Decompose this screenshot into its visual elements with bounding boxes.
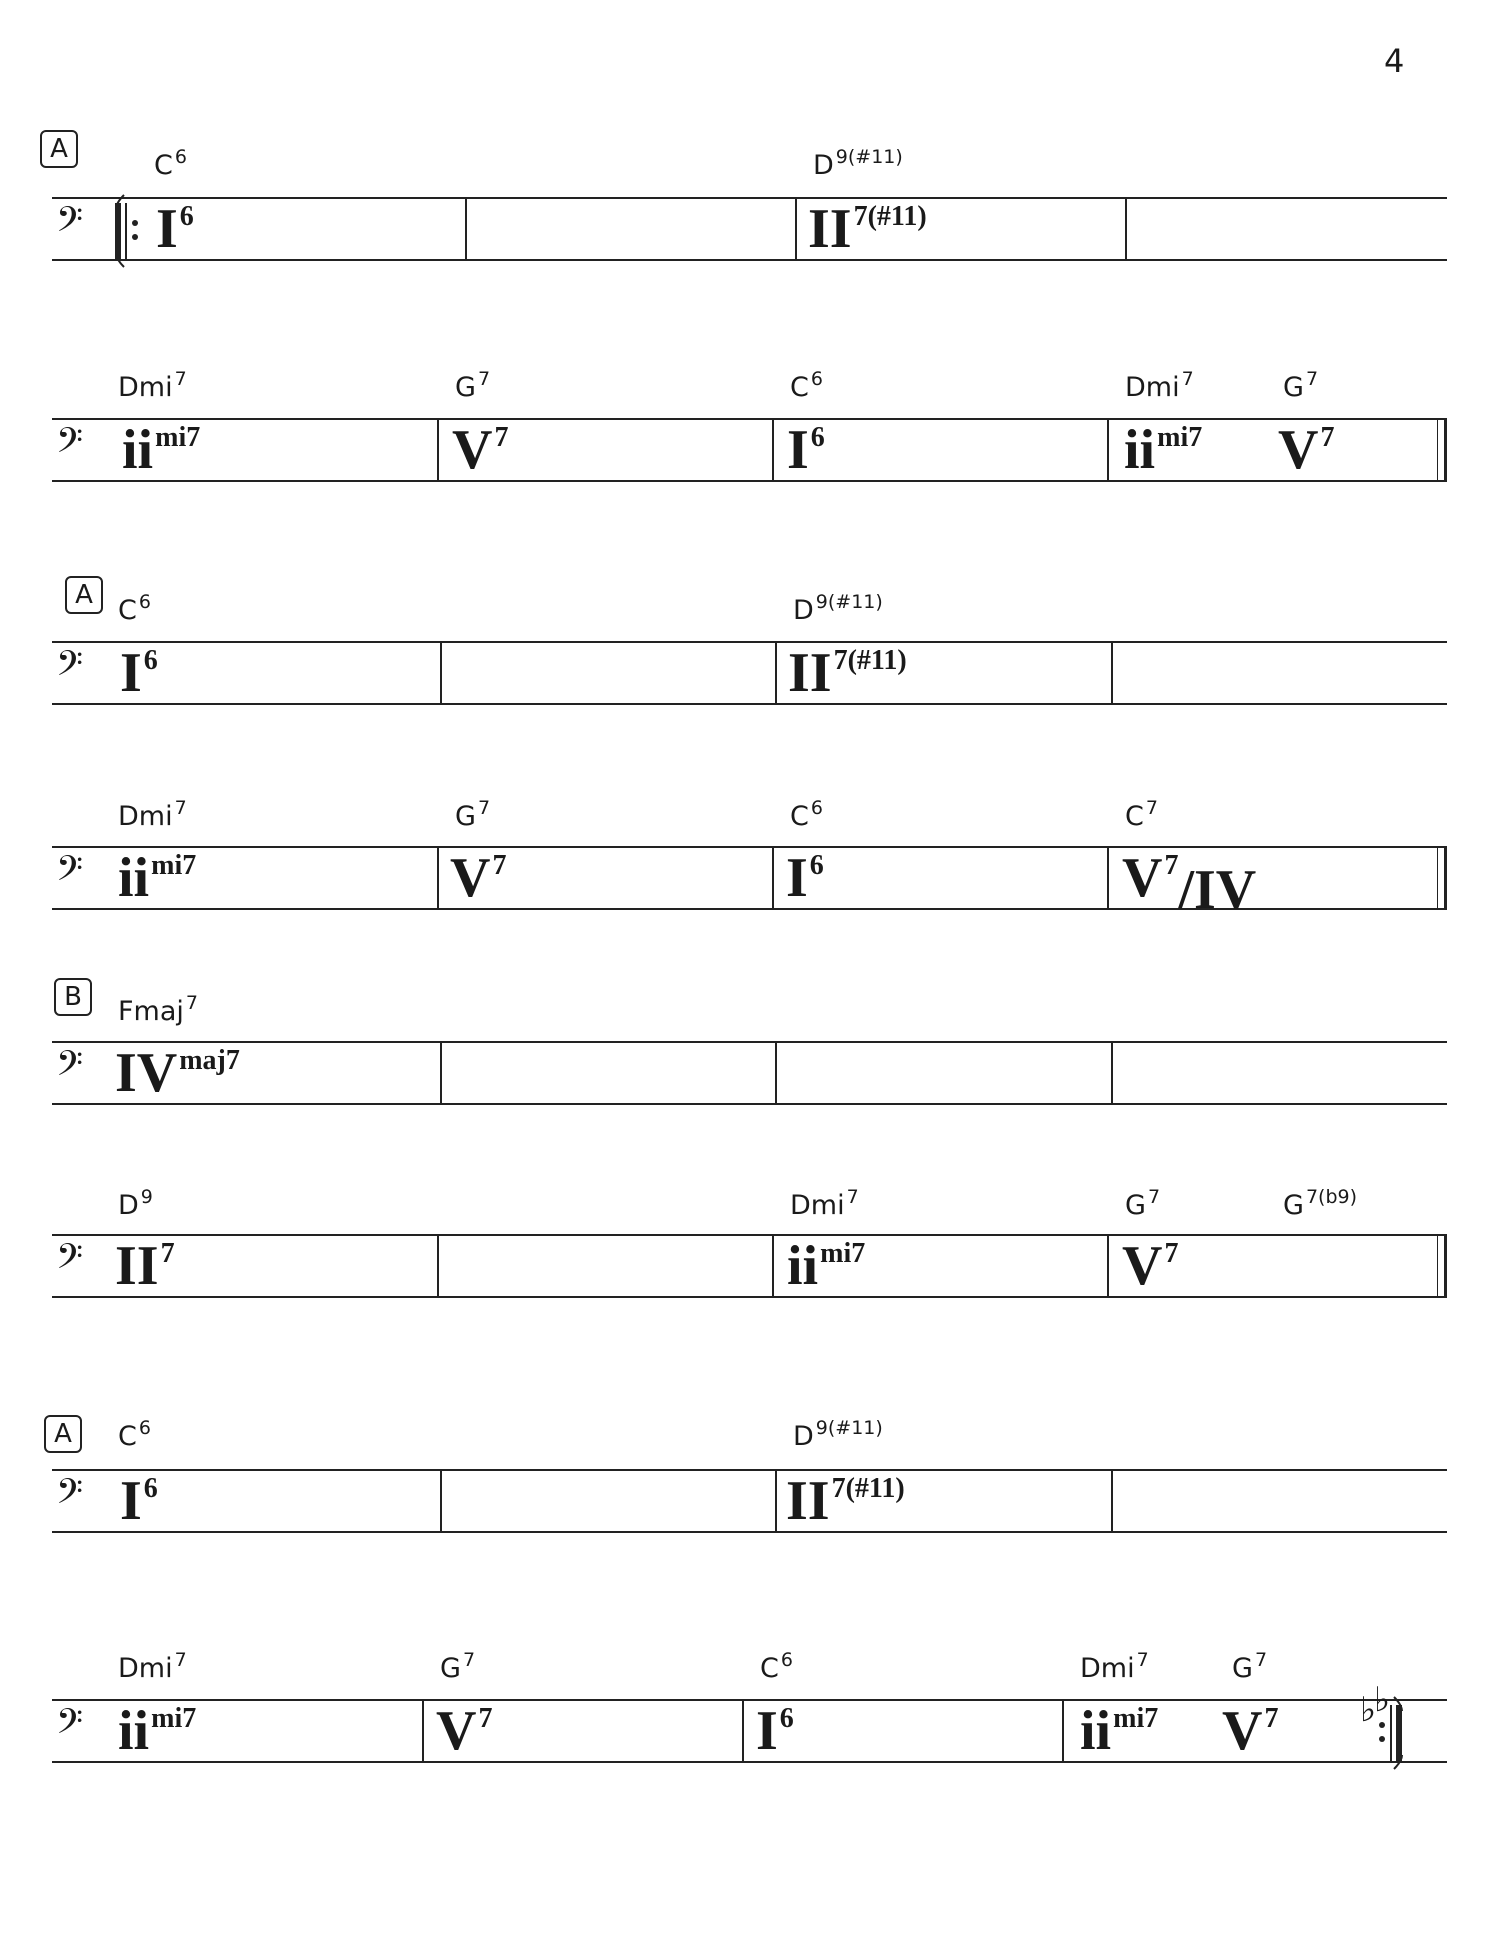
roman-numeral: [756, 1700, 794, 1762]
bass-clef-icon: 𝄢: [56, 1043, 84, 1092]
barline: [1111, 1043, 1113, 1103]
numeral: II: [786, 1470, 830, 1532]
flat-icon: ♭: [1360, 1690, 1377, 1730]
chord-root: C: [118, 595, 137, 626]
barline: [795, 199, 797, 259]
barline: [422, 1701, 424, 1761]
numeral-quality: 7(#11): [833, 645, 907, 676]
chord-extension: 7: [174, 1649, 187, 1671]
roman-numeral: [786, 1470, 905, 1532]
chord-symbol: [118, 368, 187, 403]
numeral: ii: [122, 419, 154, 481]
numeral: ii: [118, 1700, 150, 1762]
chord-extension: 7: [477, 797, 491, 819]
chord-symbol: [793, 1417, 883, 1452]
numeral-quality: 7: [478, 1703, 493, 1734]
roman-numeral: [1124, 419, 1203, 481]
chord-symbol: [790, 1186, 859, 1221]
numeral-quality: 7: [1164, 850, 1179, 881]
barline: [772, 1236, 774, 1296]
chord-extension: 7: [1145, 797, 1158, 819]
chord-symbol: [118, 1649, 187, 1684]
bass-clef-icon: 𝄢: [56, 848, 84, 897]
chord-symbol: [1283, 1186, 1357, 1221]
numeral-quality: 7: [1164, 1238, 1179, 1269]
rehearsal-mark: A: [40, 130, 78, 168]
chord-root: C: [118, 1421, 137, 1452]
chord-symbol: [118, 797, 187, 832]
chord-root: G: [1283, 372, 1304, 403]
staff-system: [52, 1680, 1447, 1763]
chord-root: G: [455, 372, 476, 403]
chord-symbol: [154, 146, 187, 181]
chord-extension: 9: [140, 1186, 153, 1208]
numeral-quality: 6: [143, 645, 158, 676]
numeral-quality: 7(#11): [853, 201, 927, 232]
barline: [440, 643, 442, 703]
numeral-quality: mi7: [151, 1703, 197, 1734]
chord-symbol: [118, 1417, 151, 1452]
chord-root: D: [793, 1421, 814, 1452]
chord-root: G: [440, 1653, 461, 1684]
bass-clef-icon: 𝄢: [56, 1471, 84, 1520]
roman-numeral: [118, 847, 197, 909]
numeral-quality: mi7: [820, 1238, 866, 1269]
chord-symbol: [1283, 368, 1319, 403]
chord-extension: 7: [1305, 368, 1319, 390]
chord-symbol: [760, 1649, 793, 1684]
chord-symbol: [1125, 797, 1158, 832]
numeral-quality: 7: [492, 850, 507, 881]
roman-numeral: [115, 1042, 240, 1104]
roman-numeral: [1278, 419, 1335, 481]
chord-extension: 6: [138, 591, 151, 613]
numeral: I: [120, 642, 142, 704]
rehearsal-mark: A: [65, 576, 103, 614]
roman-numeral: [787, 1235, 866, 1297]
chord-symbol: [813, 146, 903, 181]
chord-symbol: [1125, 1186, 1161, 1221]
chord-root: Dmi: [790, 1190, 845, 1221]
staff-system: [52, 1041, 1447, 1105]
chord-extension: 6: [138, 1417, 151, 1439]
chord-root: Dmi: [1080, 1653, 1135, 1684]
barline: [1111, 643, 1113, 703]
chord-symbol: [118, 1186, 153, 1221]
bass-clef-icon: 𝄢: [56, 1236, 84, 1285]
numeral: V: [452, 419, 493, 481]
numeral-quality: 7: [1320, 422, 1335, 453]
rehearsal-mark: A: [44, 1415, 82, 1453]
bass-clef-icon: 𝄢: [56, 420, 84, 469]
chord-root: Dmi: [118, 1653, 173, 1684]
numeral: II: [115, 1235, 159, 1297]
barline: [440, 1043, 442, 1103]
chord-extension: 7: [846, 1186, 859, 1208]
roman-numeral: [1122, 1235, 1179, 1297]
chord-extension: 7: [1181, 368, 1194, 390]
repeat-start-icon: [110, 193, 150, 269]
rehearsal-mark: B: [54, 978, 92, 1016]
chord-extension: 7: [462, 1649, 476, 1671]
barline: [437, 1236, 439, 1296]
barline: [1125, 199, 1127, 259]
secondary-function: /IV: [1178, 859, 1257, 921]
chord-root: D: [813, 150, 834, 181]
chord-extension: 7: [174, 368, 187, 390]
roman-numeral: [436, 1700, 493, 1762]
chord-root: Fmaj: [118, 996, 184, 1027]
barline: [1111, 1471, 1113, 1531]
numeral: ii: [1124, 419, 1156, 481]
barline: [1107, 420, 1109, 480]
numeral: I: [156, 198, 178, 260]
numeral-quality: mi7: [1157, 422, 1203, 453]
barline: [772, 848, 774, 908]
barline: [742, 1701, 744, 1761]
numeral-quality: 6: [143, 1473, 158, 1504]
roman-numeral: [450, 847, 507, 909]
chord-extension: 7: [477, 368, 491, 390]
numeral-quality: 7: [160, 1238, 175, 1269]
chord-extension: 6: [780, 1649, 793, 1671]
numeral-quality: 6: [179, 201, 194, 232]
numeral: I: [120, 1470, 142, 1532]
staff-system: [52, 1469, 1447, 1533]
numeral: II: [808, 198, 852, 260]
barline: [775, 643, 777, 703]
roman-numeral: [115, 1235, 175, 1297]
numeral: I: [786, 847, 808, 909]
chord-extension: 9(#11): [815, 591, 883, 613]
numeral: V: [1222, 1700, 1263, 1762]
bass-clef-icon: 𝄢: [56, 199, 84, 248]
barline: [772, 420, 774, 480]
bass-clef-icon: 𝄢: [56, 1701, 84, 1750]
chord-symbol: [118, 591, 151, 626]
chord-extension: 6: [810, 797, 823, 819]
roman-numeral: [786, 847, 824, 909]
roman-numeral: [1122, 847, 1257, 921]
chord-extension: 7: [185, 992, 198, 1014]
numeral: ii: [1080, 1700, 1112, 1762]
chord-root: C: [790, 372, 809, 403]
chord-extension: 9(#11): [835, 146, 903, 168]
numeral-quality: 7(#11): [831, 1473, 905, 1504]
numeral-quality: 7: [1264, 1703, 1279, 1734]
staff-system: [52, 846, 1447, 921]
numeral-quality: 6: [809, 850, 824, 881]
chord-symbol: [1080, 1649, 1149, 1684]
chord-symbol: [790, 368, 823, 403]
barline: [440, 1471, 442, 1531]
numeral: I: [787, 419, 809, 481]
numeral: I: [756, 1700, 778, 1762]
barline: [465, 199, 467, 259]
chord-extension: 7: [1254, 1649, 1268, 1671]
numeral: ii: [118, 847, 150, 909]
numeral: V: [436, 1700, 477, 1762]
staff-system: [52, 197, 1447, 261]
numeral: V: [450, 847, 491, 909]
staff-system: [52, 641, 1447, 705]
staff-system: [52, 418, 1447, 482]
roman-numeral: [122, 419, 201, 481]
chord-root: G: [1232, 1653, 1253, 1684]
roman-numeral: [156, 198, 194, 260]
roman-numeral: [788, 642, 907, 704]
numeral: V: [1122, 1235, 1163, 1297]
barline: [1107, 1236, 1109, 1296]
barline: [775, 1471, 777, 1531]
numeral-quality: mi7: [151, 850, 197, 881]
page-number: 4: [1384, 42, 1405, 80]
chord-root: C: [790, 801, 809, 832]
numeral-quality: 6: [810, 422, 825, 453]
chord-symbol: [1125, 368, 1194, 403]
chord-extension: 7: [1147, 1186, 1161, 1208]
roman-numeral: [120, 642, 158, 704]
chord-root: Dmi: [118, 801, 173, 832]
chord-symbol: [1232, 1649, 1268, 1684]
numeral-quality: mi7: [1113, 1703, 1159, 1734]
chord-symbol: [455, 797, 491, 832]
roman-numeral: [452, 419, 509, 481]
chord-symbol: [440, 1649, 476, 1684]
chord-symbol: [118, 992, 198, 1027]
numeral: V: [1278, 419, 1319, 481]
chord-root: D: [118, 1190, 139, 1221]
chord-extension: 7(b9): [1305, 1186, 1357, 1208]
roman-numeral: [1222, 1700, 1279, 1762]
double-barline: [1437, 848, 1447, 908]
chord-root: Dmi: [1125, 372, 1180, 403]
numeral: ii: [787, 1235, 819, 1297]
bass-clef-icon: 𝄢: [56, 643, 84, 692]
chord-root: C: [760, 1653, 779, 1684]
staff-system: [52, 1234, 1447, 1298]
chord-extension: 6: [174, 146, 187, 168]
chord-root: G: [455, 801, 476, 832]
flat-icon: ♭: [1374, 1680, 1391, 1720]
chord-symbol: [790, 797, 823, 832]
chord-root: C: [154, 150, 173, 181]
numeral: V: [1122, 847, 1163, 909]
chord-root: Dmi: [118, 372, 173, 403]
chord-extension: 9(#11): [815, 1417, 883, 1439]
roman-numeral: [787, 419, 825, 481]
roman-numeral: [118, 1700, 197, 1762]
numeral-quality: mi7: [155, 422, 201, 453]
roman-numeral: [808, 198, 927, 260]
numeral-quality: maj7: [179, 1045, 240, 1076]
barline: [437, 420, 439, 480]
chord-root: G: [1283, 1190, 1304, 1221]
barline: [437, 848, 439, 908]
barline: [1062, 1701, 1064, 1761]
numeral: IV: [115, 1042, 178, 1104]
chord-symbol: [455, 368, 491, 403]
double-barline: [1437, 420, 1447, 480]
barline: [1107, 848, 1109, 908]
chord-extension: 7: [1136, 1649, 1149, 1671]
chord-root: C: [1125, 801, 1144, 832]
numeral-quality: 6: [779, 1703, 794, 1734]
numeral-quality: 7: [494, 422, 509, 453]
chord-extension: 7: [174, 797, 187, 819]
chord-root: D: [793, 595, 814, 626]
roman-numeral: [1080, 1700, 1159, 1762]
roman-numeral: [120, 1470, 158, 1532]
chord-extension: 6: [810, 368, 823, 390]
chord-root: G: [1125, 1190, 1146, 1221]
chord-symbol: [793, 591, 883, 626]
double-barline: [1437, 1236, 1447, 1296]
numeral: II: [788, 642, 832, 704]
barline: [775, 1043, 777, 1103]
